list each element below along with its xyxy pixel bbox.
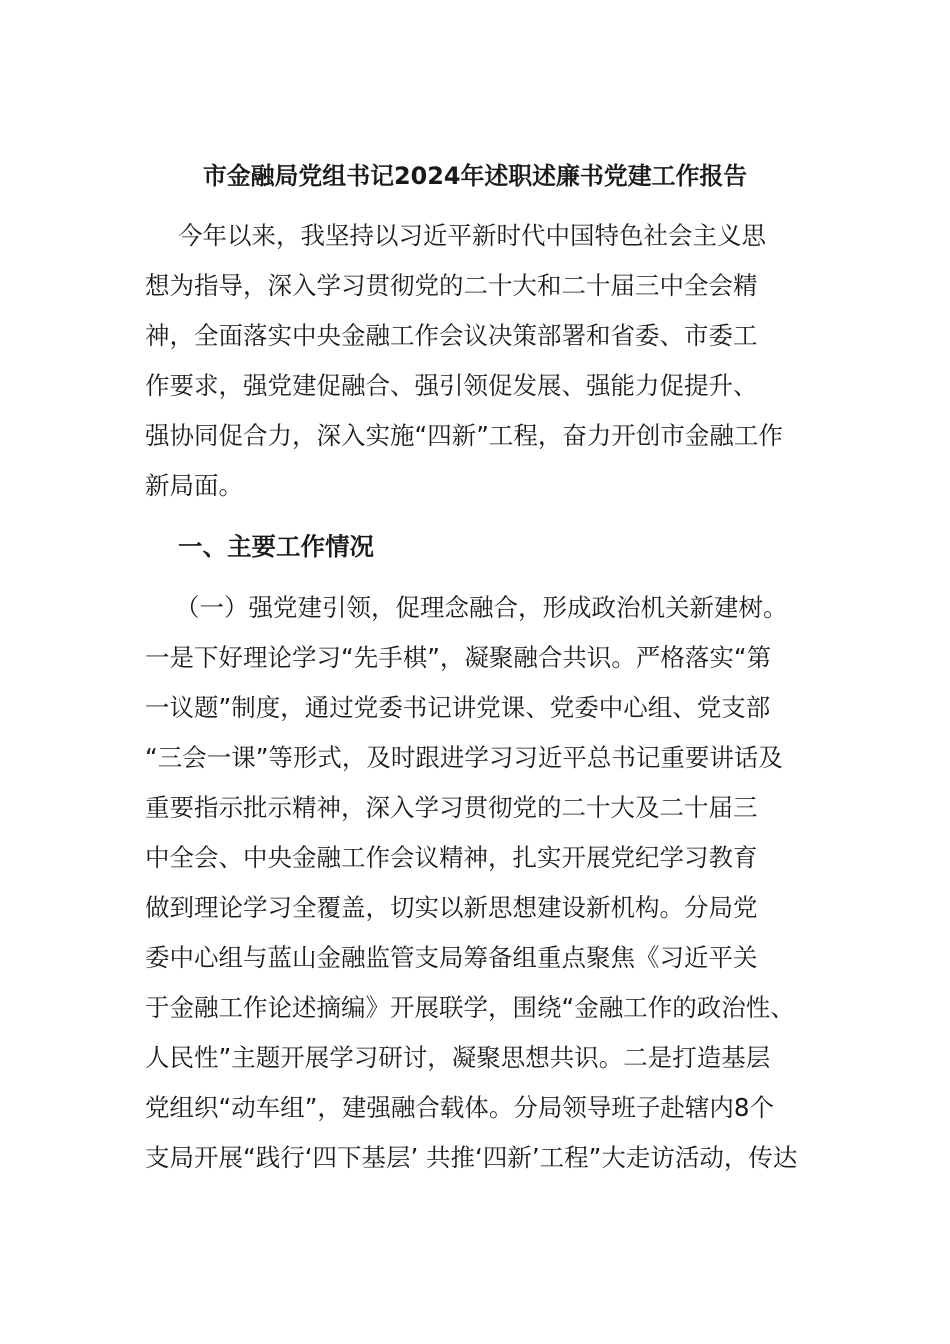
intro-line-2: 想为指导，深入学习贯彻党的二十大和二十届三中全会精 xyxy=(145,271,758,300)
body-line-2: 一是下好理论学习“先手棋”，凝聚融合共识。严格落实“第 xyxy=(145,643,772,672)
body-line-10: 人民性”主题开展学习研讨，凝聚思想共识。二是打造基层 xyxy=(145,1043,771,1072)
body-line-1: （一）强党建引领，促理念融合，形成政治机关新建树。 xyxy=(175,593,788,622)
body-line-6: 中全会、中央金融工作会议精神，扎实开展党纪学习教育 xyxy=(145,843,758,872)
intro-line-1: 今年以来，我坚持以习近平新时代中国特色社会主义思 xyxy=(178,221,766,250)
intro-line-5: 强协同促合力，深入实施“四新”工程，奋力开创市金融工作 xyxy=(145,421,783,450)
body-line-8: 委中心组与蓝山金融监管支局筹备组重点聚焦《习近平关 xyxy=(145,943,758,972)
section-heading: 一、主要工作情况 xyxy=(178,532,374,561)
intro-line-6: 新局面。 xyxy=(145,471,243,500)
body-line-11: 党组织“动车组”，建强融合载体。分局领导班子赴辖内8个 xyxy=(145,1093,774,1122)
body-line-12: 支局开展“践行‘四下基层’ 共推‘四新’工程”大走访活动，传达 xyxy=(145,1143,798,1172)
body-line-9: 于金融工作论述摘编》开展联学，围绕“金融工作的政治性、 xyxy=(145,993,795,1022)
body-line-7: 做到理论学习全覆盖，切实以新思想建设新机构。分局党 xyxy=(145,893,758,922)
body-line-4: “三会一课”等形式，及时跟进学习习近平总书记重要讲话及 xyxy=(145,743,783,772)
intro-line-3: 神，全面落实中央金融工作会议决策部署和省委、市委工 xyxy=(145,321,758,350)
document-title: 市金融局党组书记2024年述职述廉书党建工作报告 xyxy=(202,162,748,190)
body-line-5: 重要指示批示精神，深入学习贯彻党的二十大及二十届三 xyxy=(145,793,758,822)
body-line-3: 一议题”制度，通过党委书记讲党课、党委中心组、党支部 xyxy=(145,693,771,722)
intro-line-4: 作要求，强党建促融合、强引领促发展、强能力促提升、 xyxy=(145,371,758,400)
